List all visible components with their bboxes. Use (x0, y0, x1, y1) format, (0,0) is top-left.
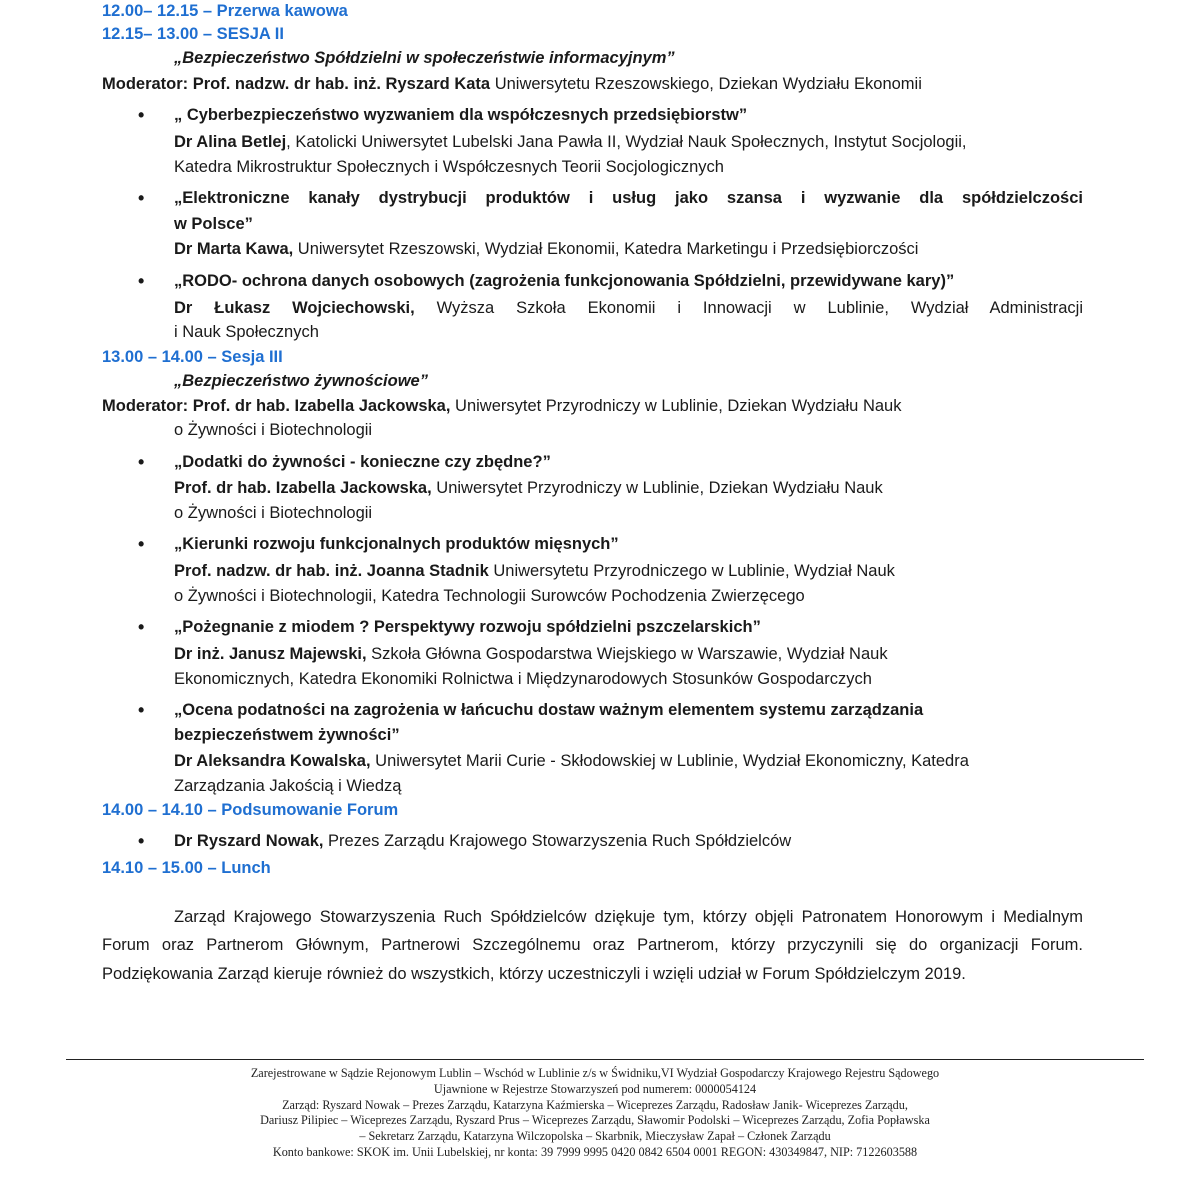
bullet-icon: • (138, 617, 145, 637)
talk-title: „ Cyberbezpieczeństwo wyzwaniem dla współczesnych przedsiębiorstw” (174, 106, 748, 124)
session3-moderator (102, 395, 901, 417)
footer (150, 1066, 1040, 1161)
footer-board: Zarząd: Ryszard Nowak – Prezes Zarządu, Katarzyna Kaźmierska – Wiceprezes Zarządu, Radosław Janik- Wiceprezes Zarządu, (282, 1097, 908, 1112)
bullet-icon: • (138, 700, 145, 720)
speaker-name: Dr Łukasz Wojciechowski, (174, 299, 415, 317)
speaker-affiliation: Katedra Mikrostruktur Społecznych i Współczesnych Teorii Socjologicznych (174, 157, 724, 176)
speaker-affiliation: Uniwersytetu Przyrodniczego w Lublinie, Wydział Nauk (488, 562, 895, 580)
talk-title: „Elektroniczne kanały dystrybucji produktów i usług jako szansa i wyzwanie dla spółdzielczości (174, 189, 1083, 207)
speaker-affiliation: Uniwersytet Przyrodniczy w Lublinie, Dziekan Wydziału Nauk (431, 479, 883, 497)
moderator-affiliation: o Żywności i Biotechnologii (174, 421, 373, 439)
session2-title: „Bezpieczeństwo Spółdzielni w społeczeństwie informacyjnym” (174, 49, 675, 67)
bullet-icon: • (138, 534, 145, 554)
lunch-time: 14.10 – 15.00 – Lunch (102, 859, 271, 877)
talk-title-cont: w Polsce” (174, 215, 253, 233)
speaker-affiliation: o Żywności i Biotechnologii (174, 503, 373, 522)
speaker-name: Dr Ryszard Nowak, (174, 832, 324, 850)
summary-speaker (174, 830, 791, 852)
talk-speaker-block (174, 559, 895, 608)
moderator-name: Moderator: Prof. nadzw. dr hab. inż. Ryszard Kata (102, 75, 491, 93)
speaker-affiliation: Uniwersytet Rzeszowski, Wydział Ekonomii, Katedra Marketingu i Przedsiębiorczości (293, 240, 919, 258)
talk-title: „RODO- ochrona danych osobowych (zagrożenia funkcjonowania Spółdzielni, przewidywane kary)” (174, 272, 955, 290)
bullet-icon: • (138, 271, 145, 291)
speaker-name: Dr inż. Janusz Majewski, (174, 645, 367, 663)
session3-title: „Bezpieczeństwo żywnościowe” (174, 372, 428, 390)
break-time: 12.00– 12.15 – Przerwa kawowa (102, 2, 348, 20)
talk-title: „Kierunki rozwoju funkcjonalnych produktów mięsnych” (174, 535, 619, 553)
footer-bank-account: Konto bankowe: SKOK im. Unii Lubelskiej, nr konta: 39 7999 9995 0420 0842 6504 0001 REGON: 430349847, NIP: 7122603588 (272, 1144, 918, 1159)
moderator-affiliation: Uniwersytetu Rzeszowskiego, Dziekan Wydziału Ekonomii (490, 75, 922, 93)
speaker-affiliation: Prezes Zarządu Krajowego Stowarzyszenia Ruch Spółdzielców (323, 832, 792, 850)
speaker-name: Prof. nadzw. dr hab. inż. Joanna Stadnik (174, 562, 489, 580)
speaker-affiliation: , Katolicki Uniwersytet Lubelski Jana Pawła II, Wydział Nauk Społecznych, Instytut Socjologii, (286, 133, 967, 151)
speaker-name: Dr Alina Betlej (174, 133, 287, 151)
talk-title-cont: bezpieczeństwem żywności” (174, 726, 400, 744)
session3-time: 13.00 – 14.00 – Sesja III (102, 348, 283, 366)
speaker-affiliation: Szkoła Główna Gospodarstwa Wiejskiego w Warszawie, Wydział Nauk (366, 645, 888, 663)
bullet-icon: • (138, 452, 145, 472)
speaker-name: Dr Marta Kawa, (174, 240, 294, 258)
speaker-name: Prof. dr hab. Izabella Jackowska, (174, 479, 432, 497)
talk-speaker-block (174, 238, 918, 260)
speaker-affiliation: Ekonomicznych, Katedra Ekonomiki Rolnictwa i Międzynarodowych Stosunków Gospodarczych (174, 669, 872, 688)
talk-title: „Dodatki do żywności - konieczne czy zbędne?” (174, 453, 551, 471)
talk-speaker-block (174, 130, 967, 179)
speaker-affiliation: o Żywności i Biotechnologii, Katedra Technologii Surowców Pochodzenia Zwierzęcego (174, 586, 805, 605)
moderator-name: Moderator: Prof. dr hab. Izabella Jackowska, (102, 397, 451, 415)
talk-title: „Ocena podatności na zagrożenia w łańcuchu dostaw ważnym elementem systemu zarządzania (174, 701, 924, 719)
speaker-affiliation: Uniwersytet Marii Curie - Skłodowskiej w Lublinie, Wydział Ekonomiczny, Katedra (370, 752, 969, 770)
bullet-icon: • (138, 831, 145, 851)
talk-speaker-block (174, 296, 1083, 321)
footer-register-number: Ujawnione w Rejestrze Stowarzyszeń pod numerem: 0000054124 (433, 1081, 757, 1096)
speaker-affiliation: Wyższa Szkoła Ekonomii i Innowacji w Lublinie, Wydział Administracji (414, 299, 1083, 317)
footer-divider (66, 1059, 1144, 1060)
footer-board: – Sekretarz Zarządu, Katarzyna Wilczopolska – Skarbnik, Mieczysław Zapał – Członek Zarządu (359, 1129, 831, 1144)
speaker-affiliation: i Nauk Społecznych (174, 323, 319, 341)
session2-time: 12.15– 13.00 – SESJA II (102, 25, 284, 43)
speaker-affiliation: Zarządzania Jakością i Wiedzą (174, 776, 402, 795)
talk-speaker-block (174, 749, 969, 798)
bullet-icon: • (138, 105, 145, 125)
thanks-paragraph: Zarząd Krajowego Stowarzyszenia Ruch Spółdzielców dziękuje tym, którzy objęli Patronatem Honorowym i Medialnym Forum oraz Partnerom Głównym, Partnerowi Szczególnemu oraz Partnerom, którzy przyczynili się do organizacji Forum. Podziękowania Zarząd kieruje również do wszystkich, którzy uczestniczyli i wzięli udział w Forum Spółdzielczym 2019. (102, 908, 1083, 983)
talk-title: „Pożegnanie z miodem ? Perspektywy rozwoju spółdzielni pszczelarskich” (174, 618, 761, 636)
talk-speaker-block (174, 476, 883, 525)
footer-registration: Zarejestrowane w Sądzie Rejonowym Lublin – Wschód w Lublinie z/s w Świdniku,VI Wydział Gospodarczy Krajowego Rejestru Sądowego (250, 1066, 940, 1080)
summary-time: 14.00 – 14.10 – Podsumowanie Forum (102, 801, 399, 819)
footer-board: Dariusz Pilipiec – Wiceprezes Zarządu, Ryszard Prus – Wiceprezes Zarządu, Sławomir Podolski – Wiceprezes Zarządu, Zofia Popławska (260, 1113, 930, 1128)
speaker-name: Dr Aleksandra Kowalska, (174, 752, 371, 770)
bullet-icon: • (138, 188, 145, 208)
moderator-affiliation: Uniwersytet Przyrodniczy w Lublinie, Dziekan Wydziału Nauk (450, 397, 902, 415)
talk-speaker-block (174, 642, 888, 691)
session2-moderator (102, 73, 922, 95)
